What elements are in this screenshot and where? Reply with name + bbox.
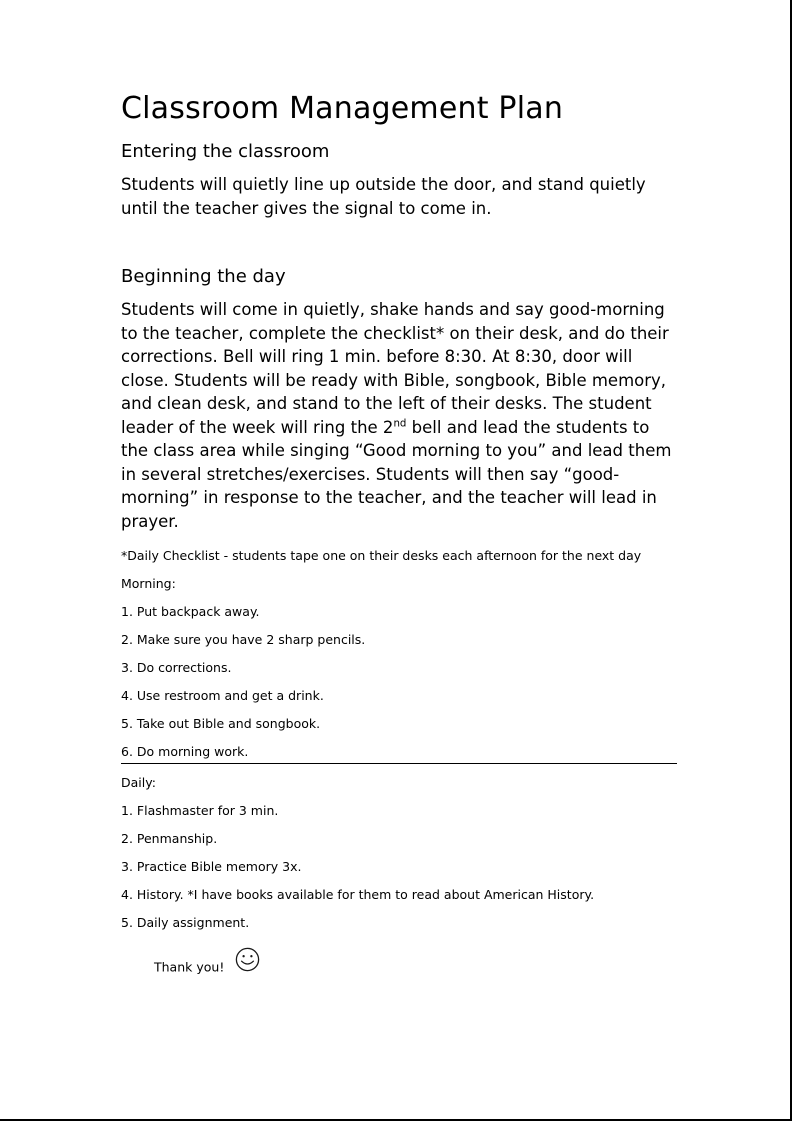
morning-item-3: 3. Do corrections. (121, 660, 232, 675)
daily-list-label: Daily: (121, 775, 156, 790)
section-heading-entering-the-classroom: Entering the classroom (121, 141, 330, 162)
closing-text: Thank you! (154, 959, 225, 975)
daily-item-1: 1. Flashmaster for 3 min. (121, 803, 279, 818)
daily-item-3: 3. Practice Bible memory 3x. (121, 859, 302, 874)
morning-list-label: Morning: (121, 576, 176, 591)
morning-item-6: 6. Do morning work. (121, 742, 677, 764)
daily-item-5: 5. Daily assignment. (121, 915, 250, 930)
section-heading-beginning-the-day: Beginning the day (121, 266, 286, 287)
beginning-paragraph-text-cont: bell and lead the students to the class area while singing “Good morning to you” and lead them in several stretches/exercises. Students will then say “good-morning” in response to the teacher, and the teacher will lead in prayer. (121, 417, 672, 531)
entering-paragraph: Students will quietly line up outside the door, and stand quietly until the teacher gives the signal to come in. (121, 175, 646, 218)
morning-item-4: 4. Use restroom and get a drink. (121, 688, 324, 703)
beginning-paragraph-text: Students will come in quietly, shake hands and say good-morning to the teacher, complete the checklist* on their desk, and do their corrections. Bell will ring 1 min. before 8:30. At 8:30, door will close. Students will be ready with Bible, songbook, Bible memory, and clean desk, and stand to the left of their desks. The student leader of the week will ring the 2 (121, 300, 669, 437)
beginning-paragraph (121, 298, 677, 533)
ordinal-superscript: nd (393, 418, 407, 429)
smiley-face-icon (235, 947, 260, 977)
page-edge-line-right (790, 0, 792, 1121)
morning-item-5: 5. Take out Bible and songbook. (121, 716, 321, 731)
daily-item-2: 2. Penmanship. (121, 831, 218, 846)
morning-item-2: 2. Make sure you have 2 sharp pencils. (121, 632, 366, 647)
closing-line (154, 953, 677, 983)
page-edge-line-bottom (0, 1119, 792, 1121)
daily-item-4: 4. History. *I have books available for them to read about American History. (121, 887, 595, 902)
daily-checklist-note: *Daily Checklist - students tape one on their desks each afternoon for the next day (121, 548, 642, 563)
document-title: Classroom Management Plan (121, 91, 564, 126)
document-content (121, 90, 677, 983)
morning-item-1: 1. Put backpack away. (121, 604, 260, 619)
